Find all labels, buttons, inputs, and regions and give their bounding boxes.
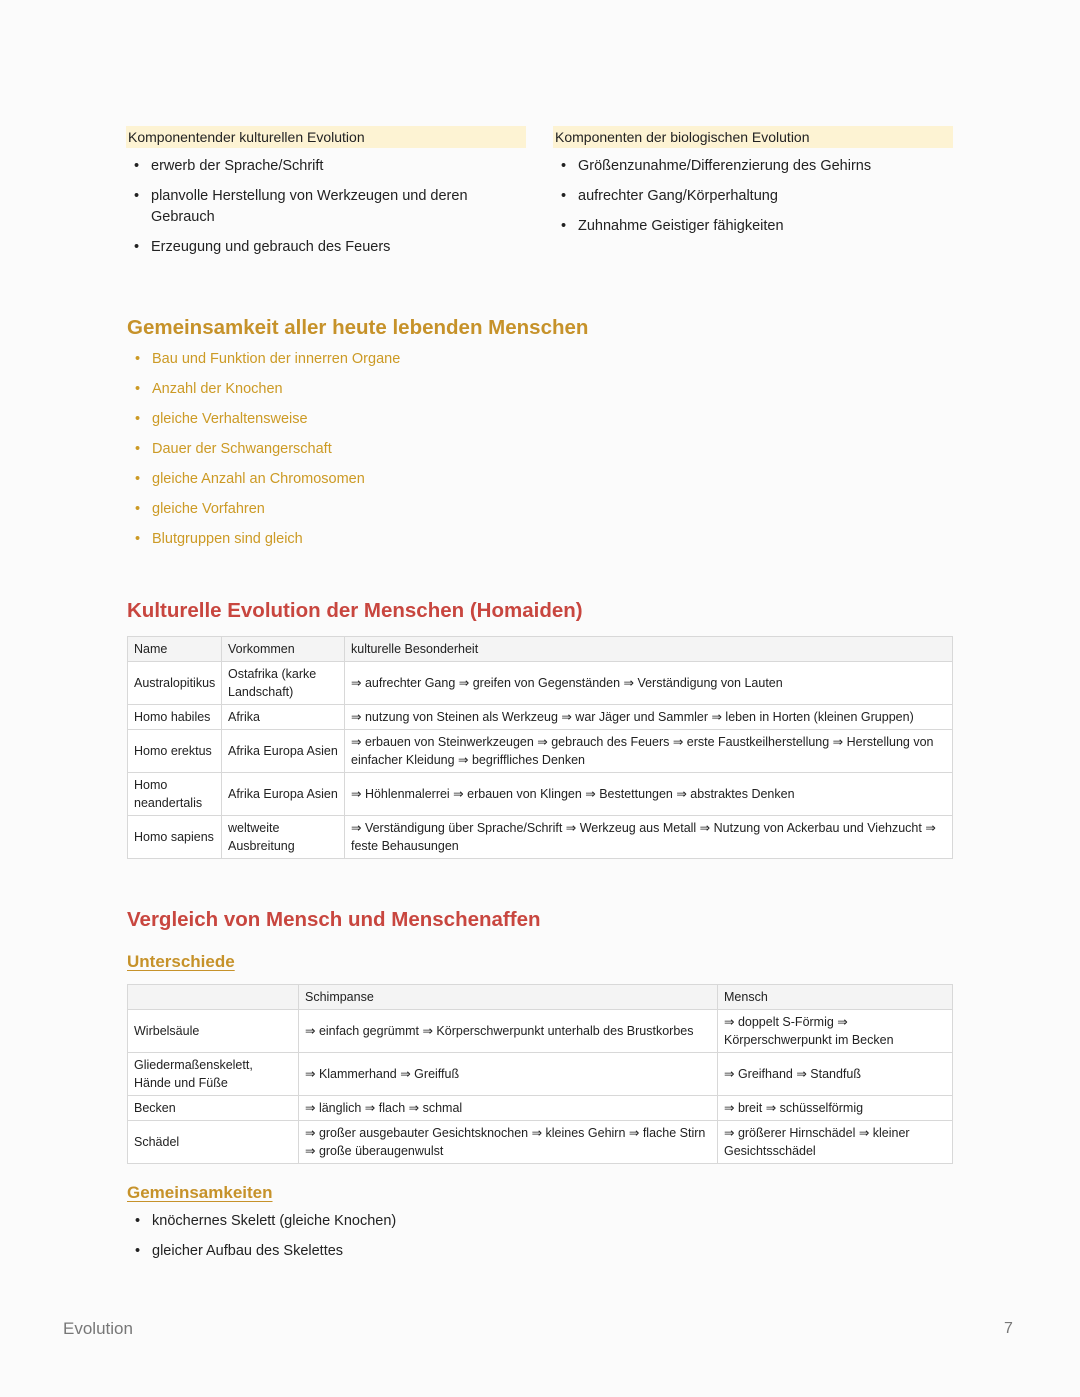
- cultural-evolution-title: Kulturelle Evolution der Menschen (Homaiden): [127, 599, 583, 622]
- commonality-title: Gemeinsamkeit aller heute lebenden Menschen: [127, 316, 589, 339]
- table-row: [128, 1053, 953, 1096]
- table-row: [128, 705, 953, 730]
- table-row: [128, 1010, 953, 1053]
- table-cell: ⇒ Greifhand ⇒ Standfuß: [718, 1053, 953, 1096]
- table-cell: ⇒ erbauen von Steinwerkzeugen ⇒ gebrauch des Feuers ⇒ erste Faustkeilherstellung ⇒ Herstellung von einfacher Kleidung ⇒ begriffliches Denken: [345, 730, 953, 773]
- table-cell: Afrika: [222, 705, 345, 730]
- table-row: [128, 662, 953, 705]
- table-cell: Homo neandertalis: [128, 773, 222, 816]
- cultural-components-heading: Komponentender kulturellen Evolution: [126, 126, 526, 148]
- table-cell: Afrika Europa Asien: [222, 730, 345, 773]
- table-cell: ⇒ großer ausgebauter Gesichtsknochen ⇒ kleines Gehirn ⇒ flache Stirn ⇒ große überaugenwulst: [299, 1121, 718, 1164]
- list-item: • Dauer der Schwangerschaft: [127, 439, 727, 460]
- table-cell: Wirbelsäule: [128, 1010, 299, 1053]
- table-cell: Homo erektus: [128, 730, 222, 773]
- list-item: • gleiche Verhaltensweise: [127, 409, 727, 430]
- list-item: • Bau und Funktion der innerren Organe: [127, 349, 727, 370]
- table-row: [128, 1096, 953, 1121]
- table-header-row: [128, 637, 953, 662]
- list-item: • Erzeugung und gebrauch des Feuers: [126, 237, 526, 258]
- table-cell: ⇒ einfach gegrümmt ⇒ Körperschwerpunkt unterhalb des Brustkorbes: [299, 1010, 718, 1053]
- table-cell: ⇒ doppelt S-Förmig ⇒ Körperschwerpunkt im Becken: [718, 1010, 953, 1053]
- commonality-list: [127, 349, 727, 550]
- list-item: • aufrechter Gang/Körperhaltung: [553, 186, 953, 207]
- header-cell: [128, 985, 299, 1010]
- table-cell: Australopitikus: [128, 662, 222, 705]
- table-cell: ⇒ breit ⇒ schüsselförmig: [718, 1096, 953, 1121]
- list-item: • Zuhnahme Geistiger fähigkeiten: [553, 216, 953, 237]
- list-item: • gleiche Anzahl an Chromosomen: [127, 469, 727, 490]
- similarities-list: [127, 1211, 727, 1262]
- list-item: • knöchernes Skelett (gleiche Knochen): [127, 1211, 727, 1232]
- biological-components-list: [553, 156, 953, 237]
- table-cell: Schädel: [128, 1121, 299, 1164]
- cultural-components-section: [126, 126, 526, 258]
- list-item: • Größenzunahme/Differenzierung des Gehirns: [553, 156, 953, 177]
- header-cell: Mensch: [718, 985, 953, 1010]
- list-item: • Blutgruppen sind gleich: [127, 529, 727, 550]
- biological-components-section: [553, 126, 953, 237]
- table-cell: ⇒ Verständigung über Sprache/Schrift ⇒ Werkzeug aus Metall ⇒ Nutzung von Ackerbau und Viehzucht ⇒ feste Behausungen: [345, 816, 953, 859]
- header-cell: Schimpanse: [299, 985, 718, 1010]
- table-cell: ⇒ Klammerhand ⇒ Greiffuß: [299, 1053, 718, 1096]
- differences-title: Unterschiede: [127, 952, 235, 971]
- table-cell: Homo habiles: [128, 705, 222, 730]
- table-cell: ⇒ nutzung von Steinen als Werkzeug ⇒ war Jäger und Sammler ⇒ leben in Horten (kleinen Gruppen): [345, 705, 953, 730]
- header-cell: Vorkommen: [222, 637, 345, 662]
- table-cell: ⇒ größerer Hirnschädel ⇒ kleiner Gesichtsschädel: [718, 1121, 953, 1164]
- table-cell: Gliedermaßenskelett, Hände und Füße: [128, 1053, 299, 1096]
- similarities-title: Gemeinsamkeiten: [127, 1183, 273, 1202]
- table-row: [128, 730, 953, 773]
- cultural-components-list: [126, 156, 526, 258]
- page-number: 7: [1004, 1320, 1013, 1337]
- header-cell: Name: [128, 637, 222, 662]
- table-cell: ⇒ aufrechter Gang ⇒ greifen von Gegenständen ⇒ Verständigung von Lauten: [345, 662, 953, 705]
- header-cell: kulturelle Besonderheit: [345, 637, 953, 662]
- footer-title: Evolution: [63, 1319, 133, 1338]
- list-item: • erwerb der Sprache/Schrift: [126, 156, 526, 177]
- comparison-title: Vergleich von Mensch und Menschenaffen: [127, 908, 541, 931]
- table-cell: Becken: [128, 1096, 299, 1121]
- biological-components-heading: Komponenten der biologischen Evolution: [553, 126, 953, 148]
- table-row: [128, 773, 953, 816]
- list-item: • planvolle Herstellung von Werkzeugen und deren Gebrauch: [126, 186, 526, 228]
- table-cell: ⇒ länglich ⇒ flach ⇒ schmal: [299, 1096, 718, 1121]
- table-cell: Afrika Europa Asien: [222, 773, 345, 816]
- table-header-row: [128, 985, 953, 1010]
- table-cell: weltweite Ausbreitung: [222, 816, 345, 859]
- table-row: [128, 816, 953, 859]
- list-item: • gleicher Aufbau des Skelettes: [127, 1241, 727, 1262]
- list-item: • Anzahl der Knochen: [127, 379, 727, 400]
- table-row: [128, 1121, 953, 1164]
- table-cell: Homo sapiens: [128, 816, 222, 859]
- cultural-evolution-table: [127, 636, 953, 859]
- table-cell: ⇒ Höhlenmalerrei ⇒ erbauen von Klingen ⇒ Bestettungen ⇒ abstraktes Denken: [345, 773, 953, 816]
- table-cell: Ostafrika (karke Landschaft): [222, 662, 345, 705]
- differences-table: [127, 984, 953, 1164]
- list-item: • gleiche Vorfahren: [127, 499, 727, 520]
